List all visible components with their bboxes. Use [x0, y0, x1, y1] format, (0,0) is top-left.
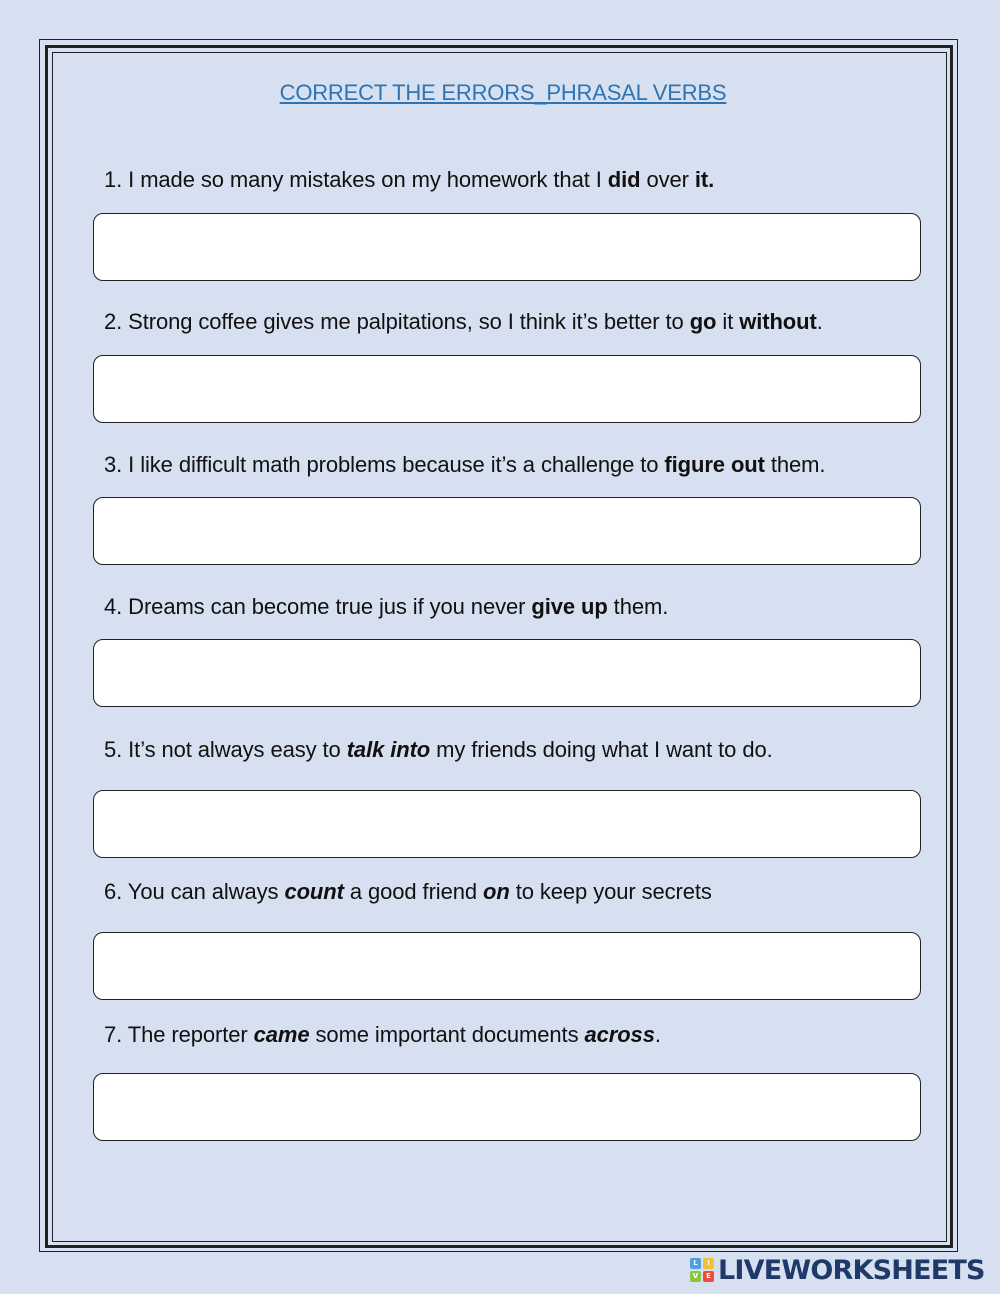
- question-number: 7.: [104, 1022, 123, 1047]
- question-5: [104, 737, 773, 763]
- liveworksheets-logo-icon: [690, 1258, 714, 1282]
- highlighted-word: go: [689, 309, 717, 334]
- answer-input-4[interactable]: [93, 639, 921, 707]
- highlighted-word: count: [284, 879, 344, 904]
- question-part: Strong coffee gives me palpitations, so I think it’s better to: [122, 309, 690, 334]
- question-3: [104, 452, 825, 478]
- question-2: [104, 309, 823, 335]
- answer-input-5[interactable]: [93, 790, 921, 858]
- highlighted-word: on: [483, 879, 510, 904]
- answer-input-7[interactable]: [93, 1073, 921, 1141]
- logo-mark-tile: I: [703, 1258, 714, 1269]
- question-part: it: [716, 309, 740, 334]
- logo-mark-tile: V: [690, 1271, 701, 1282]
- logo-mark-tile: E: [703, 1271, 714, 1282]
- question-number: 1.: [104, 167, 123, 192]
- question-part: It’s not always easy to: [122, 737, 347, 762]
- question-part: them.: [764, 452, 826, 477]
- question-part: some important documents: [309, 1022, 585, 1047]
- question-part: The reporter: [122, 1022, 254, 1047]
- question-1: [104, 167, 714, 193]
- highlighted-word: give up: [531, 594, 608, 619]
- answer-input-6[interactable]: [93, 932, 921, 1000]
- question-part: a good friend: [343, 879, 484, 904]
- highlighted-word: across: [584, 1022, 655, 1047]
- question-4: [104, 594, 668, 620]
- answer-input-3[interactable]: [93, 497, 921, 565]
- highlighted-word: talk into: [346, 737, 431, 762]
- question-part: over: [640, 167, 695, 192]
- question-number: 3.: [104, 452, 123, 477]
- highlighted-word: came: [253, 1022, 310, 1047]
- question-7: [104, 1022, 661, 1048]
- answer-input-1[interactable]: [93, 213, 921, 281]
- question-number: 6.: [104, 879, 123, 904]
- logo-mark-tile: L: [690, 1258, 701, 1269]
- question-part: my friends doing what I want to do.: [430, 737, 773, 762]
- question-part: I made so many mistakes on my homework that I: [122, 167, 608, 192]
- question-part: .: [816, 309, 823, 334]
- highlighted-word: figure out: [664, 452, 765, 477]
- highlighted-word: without: [739, 309, 817, 334]
- question-part: them.: [607, 594, 669, 619]
- question-part: .: [654, 1022, 661, 1047]
- question-part: to keep your secrets: [509, 879, 712, 904]
- highlighted-word: it.: [694, 167, 715, 192]
- question-number: 4.: [104, 594, 123, 619]
- question-number: 5.: [104, 737, 123, 762]
- question-part: Dreams can become true jus if you never: [122, 594, 532, 619]
- question-number: 2.: [104, 309, 123, 334]
- question-6: [104, 879, 712, 905]
- worksheet-title: CORRECT THE ERRORS_PHRASAL VERBS: [279, 80, 727, 105]
- liveworksheets-logo: [690, 1255, 985, 1285]
- question-part: You can always: [122, 879, 285, 904]
- highlighted-word: did: [607, 167, 641, 192]
- question-part: I like difficult math problems because it’s a challenge to: [122, 452, 665, 477]
- answer-input-2[interactable]: [93, 355, 921, 423]
- logo-text: LIVEWORKSHEETS: [718, 1254, 985, 1286]
